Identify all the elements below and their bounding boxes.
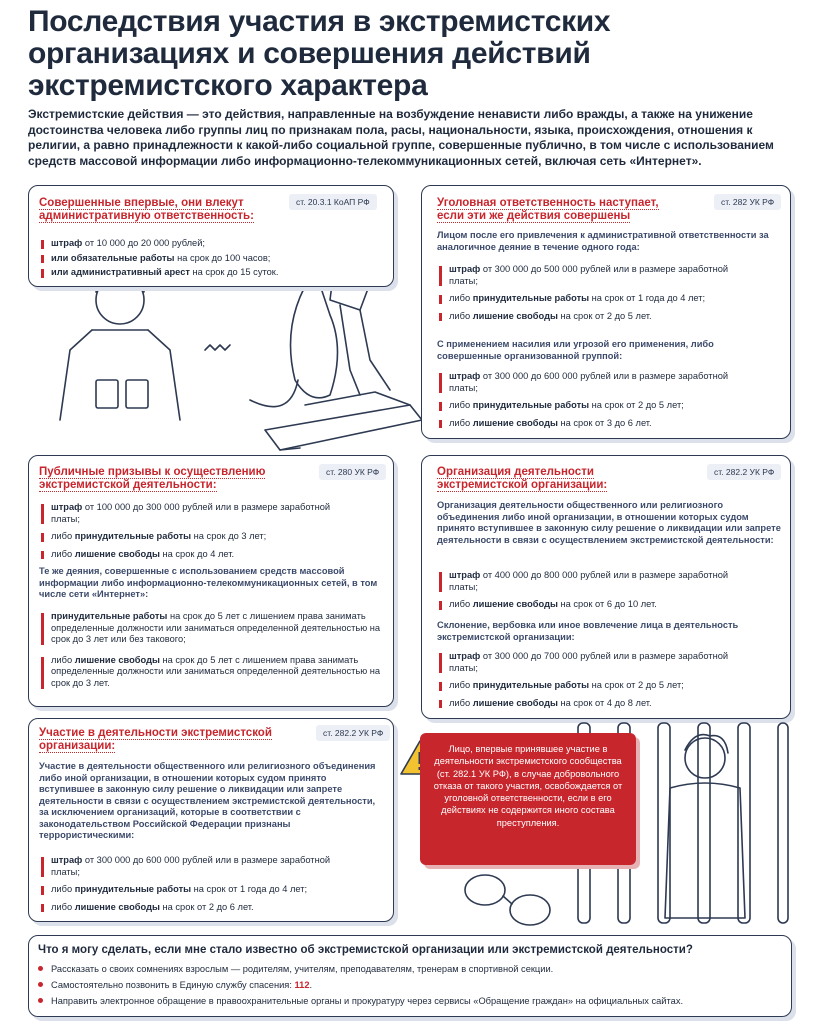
card-administrative: [28, 185, 394, 287]
card-title: Совершенные впервые, они влекут административную ответственность:: [39, 197, 254, 222]
list-item: штраф от 300 000 до 700 000 рублей или в размере заработной платы;: [437, 651, 737, 674]
intro-text: Экстремистские действия — это действия, направленные на возбуждение ненависти либо вражды, а также на унижение достоинства человека либо группы лиц по признакам пола, расы, национальности, языка, происхождения, отношения к религии, а равно принадлежности к какой-либо социальной группе, совершенные публично, в том числе с использованием средств массовой информации либо информационно-телекоммуникационных сетей, включая сеть «Интернет».: [28, 107, 774, 168]
list-item: либо принудительные работы на срок до 3 лет;: [39, 531, 339, 543]
penalty-list: [39, 502, 339, 566]
list-item: Рассказать о своих сомнениях взрослым — родителям, учителям, преподавателям, тренерам в спортивной секции.: [38, 964, 553, 974]
law-tag: ст. 20.3.1 КоАП РФ: [289, 194, 377, 210]
list-item: штраф от 10 000 до 20 000 рублей;: [39, 238, 359, 250]
advice-question: Что я могу сделать, если мне стало известно об экстремистской организации или экстремистской деятельности?: [38, 944, 693, 956]
condition-text: Лицом после его привлечения к административной ответственности за аналогичное деяние в течение одного года:: [437, 230, 769, 252]
card-participation: [28, 718, 394, 922]
emergency-number[interactable]: 112: [294, 980, 310, 990]
list-item: штраф от 400 000 до 800 000 рублей или в размере заработной платы;: [437, 570, 737, 593]
condition-text: Участие в деятельности общественного или религиозного объединения либо иной организации, в отношении которых судом принято вступившее в законную силу решение о ликвидации или запрете деятельности в связи с осуществлением экстремистской деятельности, за исключением организаций, которые в соответствии с законодательством Российской Федерации признаны террористическими:: [39, 761, 376, 840]
list-item: либо лишение свободы на срок от 3 до 6 лет.: [437, 418, 737, 430]
card-public-calls: [28, 455, 394, 707]
list-item: либо лишение свободы на срок от 2 до 5 лет.: [437, 311, 737, 323]
condition-text: Склонение, вербовка или иное вовлечение лица в деятельность экстремистской организации:: [437, 620, 739, 642]
list-item: либо лишение свободы на срок до 5 лет с лишением права занимать определенные должности или заниматься определенной деятельностью на срок до 3 лет.: [39, 655, 384, 690]
list-item: штраф от 300 000 до 500 000 рублей или в размере заработной платы;: [437, 264, 737, 287]
law-tag: ст. 282.2 УК РФ: [707, 464, 781, 480]
list-item: Направить электронное обращение в правоохранительные органы и прокуратуру через сервисы «Обращение граждан» на официальных сайтах.: [38, 996, 683, 1006]
penalty-list: [437, 264, 737, 328]
list-item: либо лишение свободы на срок до 4 лет.: [39, 549, 339, 561]
condition-text: С применением насилия или угрозой его применения, либо совершенные организованной группой:: [437, 339, 714, 361]
alert-text: Лицо, впервые принявшее участие в деятельности экстремистского сообщества (ст. 282.1 УК РФ), в случае добровольного отказа от такого участия, освобождается от уголовной ответственности, если в его действиях не содержится иного состава преступления.: [433, 744, 623, 828]
card-title: Организация деятельности экстремистской организации:: [437, 466, 608, 491]
handcuffs-illustration: [460, 870, 560, 935]
list-item: штраф от 300 000 до 600 000 рублей или в размере заработной платы;: [39, 855, 339, 878]
page-title: Последствия участия в экстремистских организациях и совершения действий экстремистского характера: [28, 5, 611, 102]
advice-box: [28, 935, 792, 1017]
list-item: либо лишение свободы на срок от 4 до 8 лет.: [437, 698, 737, 710]
list-item: или обязательные работы на срок до 100 часов;: [39, 253, 359, 265]
list-item: либо принудительные работы на срок от 2 до 5 лет;: [437, 680, 737, 692]
list-item: либо лишение свободы на срок от 6 до 10 лет.: [437, 599, 737, 611]
condition-text: Те же деяния, совершенные с использованием средств массовой информации либо информационно-телекоммуникационных сетей, в том числе сети «Интернет»:: [39, 566, 378, 599]
law-tag: ст. 282.2 УК РФ: [316, 725, 390, 741]
card-title: Уголовная ответственность наступает, если эти же действия совершены: [437, 197, 659, 222]
list-item: либо принудительные работы на срок от 2 до 5 лет;: [437, 400, 737, 412]
card-title: Участие в деятельности экстремистской организации:: [39, 727, 272, 752]
card-title: Публичные призывы к осуществлению экстремистской деятельности:: [39, 466, 266, 491]
list-item: принудительные работы на срок до 5 лет с лишением права занимать определенные должности или заниматься определенной деятельностью на срок до 3 лет или без такового;: [39, 611, 384, 646]
penalty-list: [437, 371, 737, 435]
list-item: Самостоятельно позвонить в Единую службу спасения: 112.: [38, 980, 312, 990]
law-tag: ст. 280 УК РФ: [319, 464, 386, 480]
list-item: либо лишение свободы на срок от 2 до 6 лет.: [39, 902, 339, 914]
list-item: штраф от 100 000 до 300 000 рублей или в размере заработной платы;: [39, 502, 339, 525]
list-item: либо принудительные работы на срок от 1 года до 4 лет;: [39, 884, 339, 896]
law-tag: ст. 282 УК РФ: [714, 194, 781, 210]
penalty-list: [39, 238, 359, 282]
card-organization: [421, 455, 791, 719]
list-item: штраф от 300 000 до 600 000 рублей или в размере заработной платы;: [437, 371, 737, 394]
voluntary-refusal-note: [420, 733, 636, 865]
penalty-list: [39, 855, 339, 919]
list-item: либо принудительные работы на срок от 1 года до 4 лет;: [437, 293, 737, 305]
list-item: или административный арест на срок до 15 суток.: [39, 267, 359, 279]
condition-text: Организация деятельности общественного или религиозного объединения либо иной организации, в отношении которых судом принято вступившее в законную силу решение о ликвидации или запрете деятельности в связи с осуществлением экстремистской деятельности:: [437, 500, 781, 545]
penalty-list: [437, 651, 737, 715]
penalty-list: [39, 611, 384, 696]
card-criminal: [421, 185, 791, 439]
penalty-list: [437, 570, 737, 617]
